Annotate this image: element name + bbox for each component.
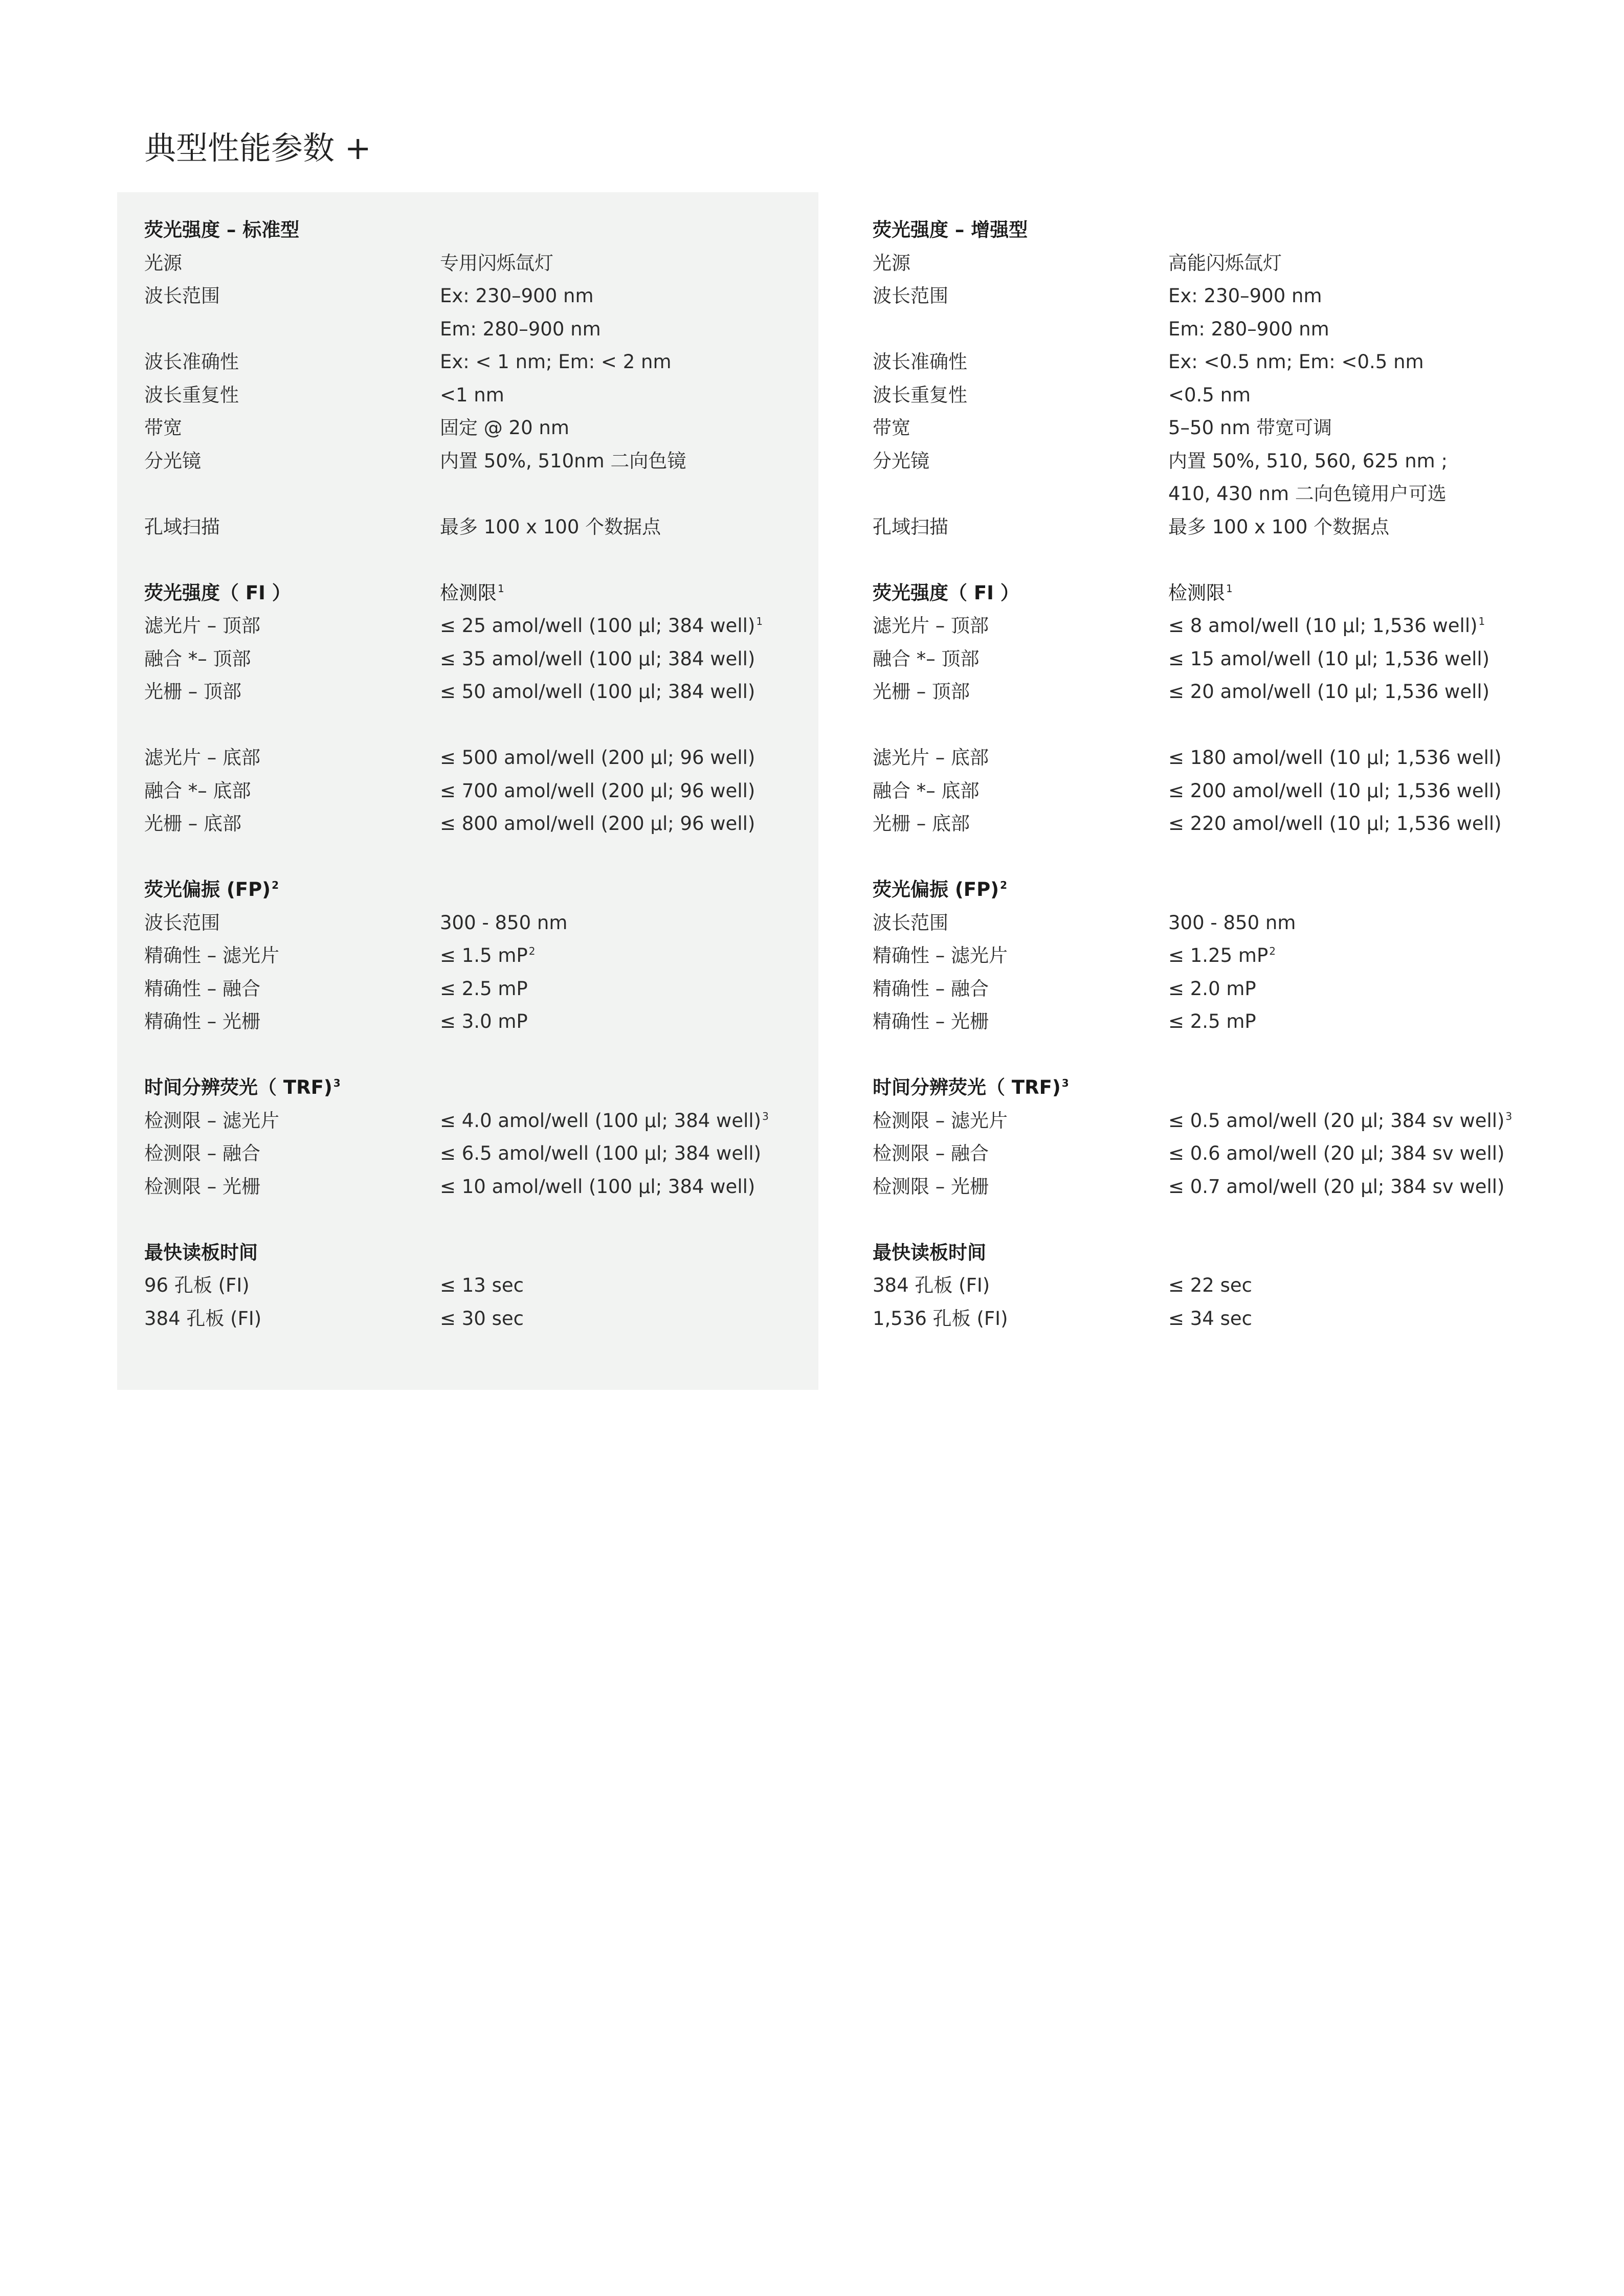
section-spacer	[873, 1039, 1512, 1072]
section-heading-value-text: 检测限	[440, 581, 497, 604]
section-spacer	[873, 1203, 1512, 1236]
spec-value	[440, 1137, 761, 1170]
spec-row	[144, 412, 769, 445]
spec-value	[440, 412, 569, 445]
spec-value-text: 300 - 850 nm	[440, 911, 568, 934]
spec-row	[873, 511, 1512, 544]
spec-value-text: ≤ 10 amol/well (100 µl; 384 well)	[440, 1175, 755, 1198]
section-heading	[144, 1236, 769, 1270]
spec-label: 波长范围	[873, 911, 948, 934]
section-heading	[144, 214, 769, 247]
spec-value	[1168, 1137, 1504, 1170]
spec-row	[873, 280, 1512, 313]
spec-row	[873, 379, 1512, 412]
section-spacer	[144, 544, 769, 577]
spec-row	[873, 939, 1512, 973]
spec-value-text: Ex: 230–900 nm	[440, 285, 594, 307]
spec-label: 96 孔板 (FI)	[144, 1274, 250, 1296]
spec-value	[1168, 1302, 1252, 1336]
spec-label: 光源	[873, 252, 910, 274]
spec-row	[144, 610, 769, 643]
section-heading-label	[144, 873, 440, 907]
spec-row	[144, 1105, 769, 1138]
spec-value	[1168, 973, 1256, 1006]
spec-label: 孔域扫描	[144, 515, 220, 538]
spec-label: 带宽	[873, 417, 910, 439]
spec-value-text: ≤ 6.5 amol/well (100 µl; 384 well)	[440, 1142, 762, 1164]
spec-value	[1168, 907, 1296, 940]
spec-label: 滤光片 – 底部	[144, 747, 261, 769]
spec-label: 分光镜	[873, 449, 929, 472]
spec-row	[144, 1137, 769, 1170]
spec-value	[440, 775, 755, 808]
spec-row	[873, 1170, 1512, 1204]
standard-spec-column	[144, 214, 769, 1335]
section-spacer	[144, 1203, 769, 1236]
spec-row	[144, 280, 769, 313]
spec-value	[1168, 1005, 1256, 1039]
spec-value	[440, 973, 528, 1006]
spec-label: 精确性 – 光栅	[873, 1010, 989, 1032]
spec-value-text: 高能闪烁氙灯	[1168, 252, 1282, 274]
spec-row	[144, 1170, 769, 1204]
spec-value-text: ≤ 30 sec	[440, 1307, 524, 1330]
section-heading-value	[440, 577, 504, 610]
spec-value-text: 内置 50%, 510, 560, 625 nm ;	[1168, 449, 1448, 472]
footnote-marker: 2	[272, 879, 279, 891]
footnote-marker: 3	[1505, 1110, 1512, 1122]
spec-value-text: ≤ 500 amol/well (200 µl; 96 well)	[440, 747, 755, 769]
section-heading	[144, 1071, 769, 1105]
spec-value-text: ≤ 220 amol/well (10 µl; 1,536 well)	[1168, 813, 1502, 835]
spec-value-text: 最多 100 x 100 个数据点	[440, 515, 661, 538]
spec-value-text: ≤ 20 amol/well (10 µl; 1,536 well)	[1168, 681, 1490, 703]
spec-value-text: 固定 @ 20 nm	[440, 417, 569, 439]
section-heading-text: 最快读板时间	[144, 1241, 258, 1264]
spec-value-text: ≤ 34 sec	[1168, 1307, 1252, 1330]
spec-label: 滤光片 – 顶部	[144, 615, 261, 637]
section-heading-label	[873, 873, 1168, 907]
spec-value-text: ≤ 15 amol/well (10 µl; 1,536 well)	[1168, 647, 1490, 670]
spec-value	[1168, 313, 1329, 346]
spec-row	[144, 379, 769, 412]
spec-label	[873, 313, 1168, 346]
spec-row	[144, 346, 769, 379]
spec-row	[873, 907, 1512, 940]
spec-value	[440, 1269, 524, 1302]
spec-label: 光栅 – 顶部	[144, 681, 242, 703]
spec-value-text: 410, 430 nm 二向色镜用户可选	[1168, 483, 1447, 505]
spec-row	[873, 643, 1512, 676]
spec-value-text: <0.5 nm	[1168, 384, 1251, 406]
spec-value	[1168, 775, 1502, 808]
spec-row	[144, 907, 769, 940]
spec-row	[144, 1005, 769, 1039]
section-heading-label	[144, 577, 440, 610]
spec-label: 检测限 – 滤光片	[873, 1109, 1008, 1132]
spec-value-text: ≤ 2.5 mP	[440, 977, 528, 1000]
footnote-marker: 2	[1000, 879, 1008, 891]
footnote-marker: 1	[756, 615, 763, 627]
section-heading	[873, 1236, 1512, 1270]
spec-row	[873, 247, 1512, 280]
section-heading-label	[873, 214, 1168, 247]
spec-row	[144, 939, 769, 973]
spec-row	[144, 807, 769, 841]
spec-value-text: 最多 100 x 100 个数据点	[1168, 515, 1390, 538]
spec-row	[873, 610, 1512, 643]
section-heading-label	[144, 214, 440, 247]
spec-value	[1168, 1105, 1512, 1138]
spec-value	[1168, 511, 1389, 544]
spec-label: 融合 *– 底部	[873, 779, 980, 802]
spec-value-text: ≤ 2.5 mP	[1168, 1010, 1256, 1032]
spec-label: 孔域扫描	[873, 515, 948, 538]
section-heading	[873, 214, 1512, 247]
spec-value	[1168, 676, 1489, 709]
section-heading-text: 最快读板时间	[873, 1241, 986, 1264]
spec-row	[144, 247, 769, 280]
section-spacer	[873, 841, 1512, 874]
section-heading	[873, 577, 1512, 610]
section-heading-label	[873, 1071, 1168, 1105]
spec-value	[440, 1302, 524, 1336]
spec-value	[440, 643, 755, 676]
spec-value-text: ≤ 8 amol/well (10 µl; 1,536 well)	[1168, 615, 1478, 637]
spec-value	[440, 247, 553, 280]
spec-value-text: ≤ 25 amol/well (100 µl; 384 well)	[440, 615, 755, 637]
spec-value	[440, 741, 755, 775]
spec-row	[873, 1005, 1512, 1039]
spec-row	[873, 775, 1512, 808]
footnote-marker: 3	[1061, 1077, 1069, 1089]
spec-label: 波长重复性	[144, 384, 239, 406]
spec-value	[440, 1005, 528, 1039]
spec-label	[144, 709, 440, 742]
spec-value	[440, 610, 763, 643]
section-heading	[873, 1071, 1512, 1105]
spec-value	[1168, 643, 1489, 676]
spec-row	[873, 741, 1512, 775]
spec-label: 波长准确性	[873, 351, 967, 373]
spec-value	[1168, 445, 1448, 478]
section-heading	[144, 873, 769, 907]
spec-value-text: Ex: < 1 nm; Em: < 2 nm	[440, 351, 672, 373]
section-heading	[144, 577, 769, 610]
spec-label: 波长范围	[873, 285, 948, 307]
spec-label: 精确性 – 融合	[873, 977, 989, 1000]
spec-value	[1168, 1269, 1252, 1302]
footnote-marker: 1	[498, 582, 504, 595]
spec-row	[873, 346, 1512, 379]
spec-value	[1168, 379, 1251, 412]
spec-value-text: ≤ 22 sec	[1168, 1274, 1252, 1296]
spec-value	[1168, 741, 1502, 775]
spec-label: 光源	[144, 252, 182, 274]
section-spacer	[873, 544, 1512, 577]
spec-label: 检测限 – 滤光片	[144, 1109, 280, 1132]
section-spacer	[144, 841, 769, 874]
spec-label: 波长重复性	[873, 384, 967, 406]
spec-row	[144, 775, 769, 808]
section-heading-label	[144, 1236, 440, 1270]
section-heading-text: 荧光偏振 (FP)	[873, 879, 999, 901]
spec-value	[440, 379, 504, 412]
section-spacer	[144, 1039, 769, 1072]
section-heading-value	[1168, 577, 1233, 610]
spec-row	[873, 676, 1512, 709]
footnote-marker: 2	[528, 945, 536, 957]
spec-label	[144, 478, 440, 511]
spec-label: 波长准确性	[144, 351, 239, 373]
section-heading-label	[873, 1236, 1168, 1270]
spec-row	[873, 478, 1512, 511]
spec-label: 检测限 – 融合	[873, 1142, 989, 1164]
spec-value-text: ≤ 1.5 mP	[440, 944, 528, 966]
spec-label: 滤光片 – 底部	[873, 747, 989, 769]
spec-label: 波长范围	[144, 285, 220, 307]
page-title: 典型性能参数 +	[144, 129, 371, 167]
spec-label: 检测限 – 融合	[144, 1142, 261, 1164]
spec-value	[440, 1105, 769, 1138]
section-heading-value-text: 检测限	[1168, 581, 1225, 604]
spec-row	[144, 709, 769, 742]
spec-value-text: 300 - 850 nm	[1168, 911, 1296, 934]
spec-label: 融合 *– 底部	[144, 779, 251, 802]
spec-value-text: ≤ 3.0 mP	[440, 1010, 528, 1032]
spec-row	[873, 709, 1512, 742]
section-heading-text: 荧光偏振 (FP)	[144, 879, 271, 901]
footnote-marker: 3	[333, 1077, 341, 1089]
spec-row	[144, 973, 769, 1006]
spec-value-text: ≤ 700 amol/well (200 µl; 96 well)	[440, 779, 755, 802]
spec-value	[440, 807, 755, 841]
footnote-marker: 1	[1226, 582, 1233, 595]
spec-label: 精确性 – 滤光片	[144, 944, 280, 966]
spec-value-text: <1 nm	[440, 384, 504, 406]
spec-label: 光栅 – 底部	[873, 813, 970, 835]
spec-row	[873, 1269, 1512, 1302]
spec-value-text: ≤ 180 amol/well (10 µl; 1,536 well)	[1168, 747, 1502, 769]
section-heading-label	[873, 577, 1168, 610]
spec-value	[1168, 412, 1332, 445]
spec-value-text: ≤ 13 sec	[440, 1274, 524, 1296]
spec-value-text: Em: 280–900 nm	[1168, 318, 1329, 340]
spec-label: 384 孔板 (FI)	[144, 1307, 262, 1330]
spec-label: 精确性 – 滤光片	[873, 944, 1008, 966]
section-heading-text: 荧光强度（ FI ）	[144, 581, 291, 604]
spec-value-text: Ex: 230–900 nm	[1168, 285, 1322, 307]
spec-label: 1,536 孔板 (FI)	[873, 1307, 1008, 1330]
spec-value-text: Ex: <0.5 nm; Em: <0.5 nm	[1168, 351, 1424, 373]
spec-row	[144, 643, 769, 676]
spec-label: 分光镜	[144, 449, 201, 472]
spec-label: 精确性 – 光栅	[144, 1010, 261, 1032]
spec-label	[873, 709, 1168, 742]
spec-row	[144, 1269, 769, 1302]
spec-value	[440, 939, 535, 973]
spec-value-text: 内置 50%, 510nm 二向色镜	[440, 449, 686, 472]
spec-value-text: ≤ 50 amol/well (100 µl; 384 well)	[440, 681, 755, 703]
section-heading-text: 荧光强度 – 增强型	[873, 219, 1028, 241]
section-heading-label	[144, 1071, 440, 1105]
spec-row	[144, 478, 769, 511]
spec-value	[440, 346, 672, 379]
spec-value-text: ≤ 4.0 amol/well (100 µl; 384 well)	[440, 1109, 762, 1132]
spec-value-text: ≤ 800 amol/well (200 µl; 96 well)	[440, 813, 755, 835]
spec-row	[873, 807, 1512, 841]
spec-row	[873, 1302, 1512, 1336]
spec-label: 检测限 – 光栅	[873, 1175, 989, 1198]
spec-value	[1168, 939, 1276, 973]
spec-value	[1168, 610, 1485, 643]
spec-row	[144, 445, 769, 478]
spec-value-text: ≤ 2.0 mP	[1168, 977, 1256, 1000]
spec-row	[873, 313, 1512, 346]
spec-row	[144, 313, 769, 346]
spec-row	[144, 676, 769, 709]
enhanced-spec-column	[873, 214, 1512, 1335]
section-heading	[873, 873, 1512, 907]
spec-row	[144, 511, 769, 544]
spec-row	[873, 1105, 1512, 1138]
footnote-marker: 3	[762, 1110, 769, 1122]
spec-value	[440, 511, 661, 544]
spec-value-text: 5–50 nm 带宽可调	[1168, 417, 1332, 439]
spec-value-text: ≤ 0.7 amol/well (20 µl; 384 sv well)	[1168, 1175, 1505, 1198]
footnote-marker: 1	[1478, 615, 1485, 627]
spec-value	[440, 1170, 755, 1204]
spec-value-text: ≤ 1.25 mP	[1168, 944, 1269, 966]
spec-value	[1168, 280, 1322, 313]
spec-label: 波长范围	[144, 911, 220, 934]
spec-row	[873, 445, 1512, 478]
spec-label: 融合 *– 顶部	[873, 647, 980, 670]
spec-label: 检测限 – 光栅	[144, 1175, 261, 1198]
spec-value	[440, 676, 755, 709]
spec-label: 光栅 – 底部	[144, 813, 242, 835]
spec-value-text: ≤ 35 amol/well (100 µl; 384 well)	[440, 647, 755, 670]
footnote-marker: 2	[1269, 945, 1276, 957]
spec-value-text: ≤ 0.5 amol/well (20 µl; 384 sv well)	[1168, 1109, 1505, 1132]
section-heading-text: 荧光强度 – 标准型	[144, 219, 300, 241]
spec-value	[440, 907, 567, 940]
spec-label: 融合 *– 顶部	[144, 647, 251, 670]
spec-value-text: ≤ 0.6 amol/well (20 µl; 384 sv well)	[1168, 1142, 1505, 1164]
spec-row	[144, 741, 769, 775]
spec-label: 精确性 – 融合	[144, 977, 261, 1000]
spec-value	[440, 313, 601, 346]
spec-value-text: 专用闪烁氙灯	[440, 252, 553, 274]
spec-label: 光栅 – 顶部	[873, 681, 970, 703]
spec-value	[1168, 247, 1282, 280]
spec-value-text: Em: 280–900 nm	[440, 318, 601, 340]
spec-value	[440, 445, 686, 478]
spec-value	[1168, 478, 1447, 511]
spec-row	[873, 1137, 1512, 1170]
spec-value	[1168, 346, 1424, 379]
section-heading-text: 荧光强度（ FI ）	[873, 581, 1019, 604]
spec-value	[440, 280, 594, 313]
spec-label	[873, 478, 1168, 511]
spec-label: 滤光片 – 顶部	[873, 615, 989, 637]
spec-row	[873, 412, 1512, 445]
spec-value	[1168, 807, 1502, 841]
spec-row	[144, 1302, 769, 1336]
section-heading-text: 时间分辨荧光（ TRF)	[873, 1076, 1061, 1098]
spec-row	[873, 973, 1512, 1006]
spec-label: 384 孔板 (FI)	[873, 1274, 990, 1296]
spec-label	[144, 313, 440, 346]
spec-value	[1168, 1170, 1504, 1204]
spec-label: 带宽	[144, 417, 182, 439]
spec-value-text: ≤ 200 amol/well (10 µl; 1,536 well)	[1168, 779, 1502, 802]
section-heading-text: 时间分辨荧光（ TRF)	[144, 1076, 332, 1098]
